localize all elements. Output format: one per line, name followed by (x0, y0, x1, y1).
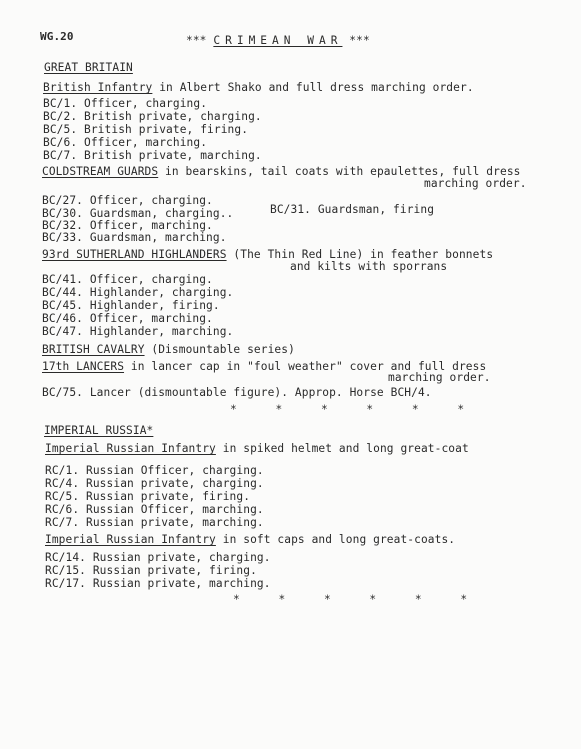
list-item: BC/47. Highlander, marching. (42, 325, 234, 338)
title-stars-right: *** (349, 34, 370, 47)
list-item: RC/1. Russian Officer, charging. (45, 464, 264, 477)
list-item: RC/14. Russian private, charging. (45, 551, 271, 564)
russian-infantry-heading-2 (45, 533, 455, 546)
british-infantry-heading (43, 81, 474, 94)
list-item-extra: BC/31. Guardsman, firing (270, 203, 435, 216)
section-separator: * * * * * * (230, 403, 481, 416)
section-heading-great-britain: GREAT BRITAIN (44, 61, 133, 74)
title-stars-left: *** (186, 34, 207, 47)
page-title (186, 34, 370, 47)
unit-name: 17th LANCERS (42, 360, 125, 373)
unit-desc: (Dismountable series) (151, 343, 295, 356)
list-item: BC/75. Lancer (dismountable figure). Approp. Horse BCH/4. (42, 386, 432, 399)
unit-desc: in soft caps and long great-coats. (222, 533, 456, 546)
list-item: BC/7. British private, marching. (43, 149, 262, 162)
unit-desc: in spiked helmet and long great-coat (222, 442, 469, 455)
unit-name: Imperial Russian Infantry (45, 533, 216, 546)
unit-name: 93rd SUTHERLAND HIGHLANDERS (42, 248, 227, 261)
list-item: BC/32. Officer, marching. (42, 219, 213, 232)
cavalry-heading (42, 343, 295, 356)
list-item: BC/27. Officer, charging. (42, 194, 213, 207)
list-item: BC/5. British private, firing. (43, 123, 249, 136)
list-item: BC/44. Highlander, charging. (42, 286, 234, 299)
russian-infantry-heading (45, 442, 469, 455)
unit-name: BRITISH CAVALRY (42, 343, 145, 356)
list-item: BC/41. Officer, charging. (42, 273, 213, 286)
unit-desc: in lancer cap in "foul weather" cover and full dress (130, 360, 487, 373)
list-item: BC/33. Guardsman, marching. (42, 231, 227, 244)
unit-name: British Infantry (43, 81, 153, 94)
list-item: BC/46. Officer, marching. (42, 312, 213, 325)
unit-name: COLDSTREAM GUARDS (42, 165, 159, 178)
list-item: RC/5. Russian private, firing. (45, 490, 251, 503)
list-item: BC/30. Guardsman, charging.. (42, 207, 234, 220)
unit-desc: in bearskins, tail coats with epaulettes, full dress (165, 165, 521, 178)
section-heading-imperial-russia: IMPERIAL RUSSIA* (44, 424, 154, 437)
list-item: BC/1. Officer, charging. (43, 97, 208, 110)
catalogue-ref: WG.20 (40, 30, 74, 43)
list-item: RC/7. Russian private, marching. (45, 516, 264, 529)
unit-desc-cont: and kilts with sporrans (290, 260, 448, 273)
unit-desc-cont: marching order. (388, 371, 491, 384)
list-item: RC/4. Russian private, charging. (45, 477, 264, 490)
section-separator: * * * * * * (233, 593, 484, 606)
list-item: BC/2. British private, charging. (43, 110, 262, 123)
list-item: RC/17. Russian private, marching. (45, 577, 271, 590)
unit-desc-cont: marching order. (424, 177, 527, 190)
title-text: CRIMEAN WAR (213, 34, 343, 47)
list-item: RC/15. Russian private, firing. (45, 564, 257, 577)
unit-desc: (The Thin Red Line) in feather bonnets (233, 248, 494, 261)
unit-name: Imperial Russian Infantry (45, 442, 216, 455)
list-item: BC/6. Officer, marching. (43, 136, 208, 149)
unit-desc: in Albert Shako and full dress marching order. (159, 81, 474, 94)
list-item: BC/45. Highlander, firing. (42, 299, 220, 312)
list-item: RC/6. Russian Officer, marching. (45, 503, 264, 516)
